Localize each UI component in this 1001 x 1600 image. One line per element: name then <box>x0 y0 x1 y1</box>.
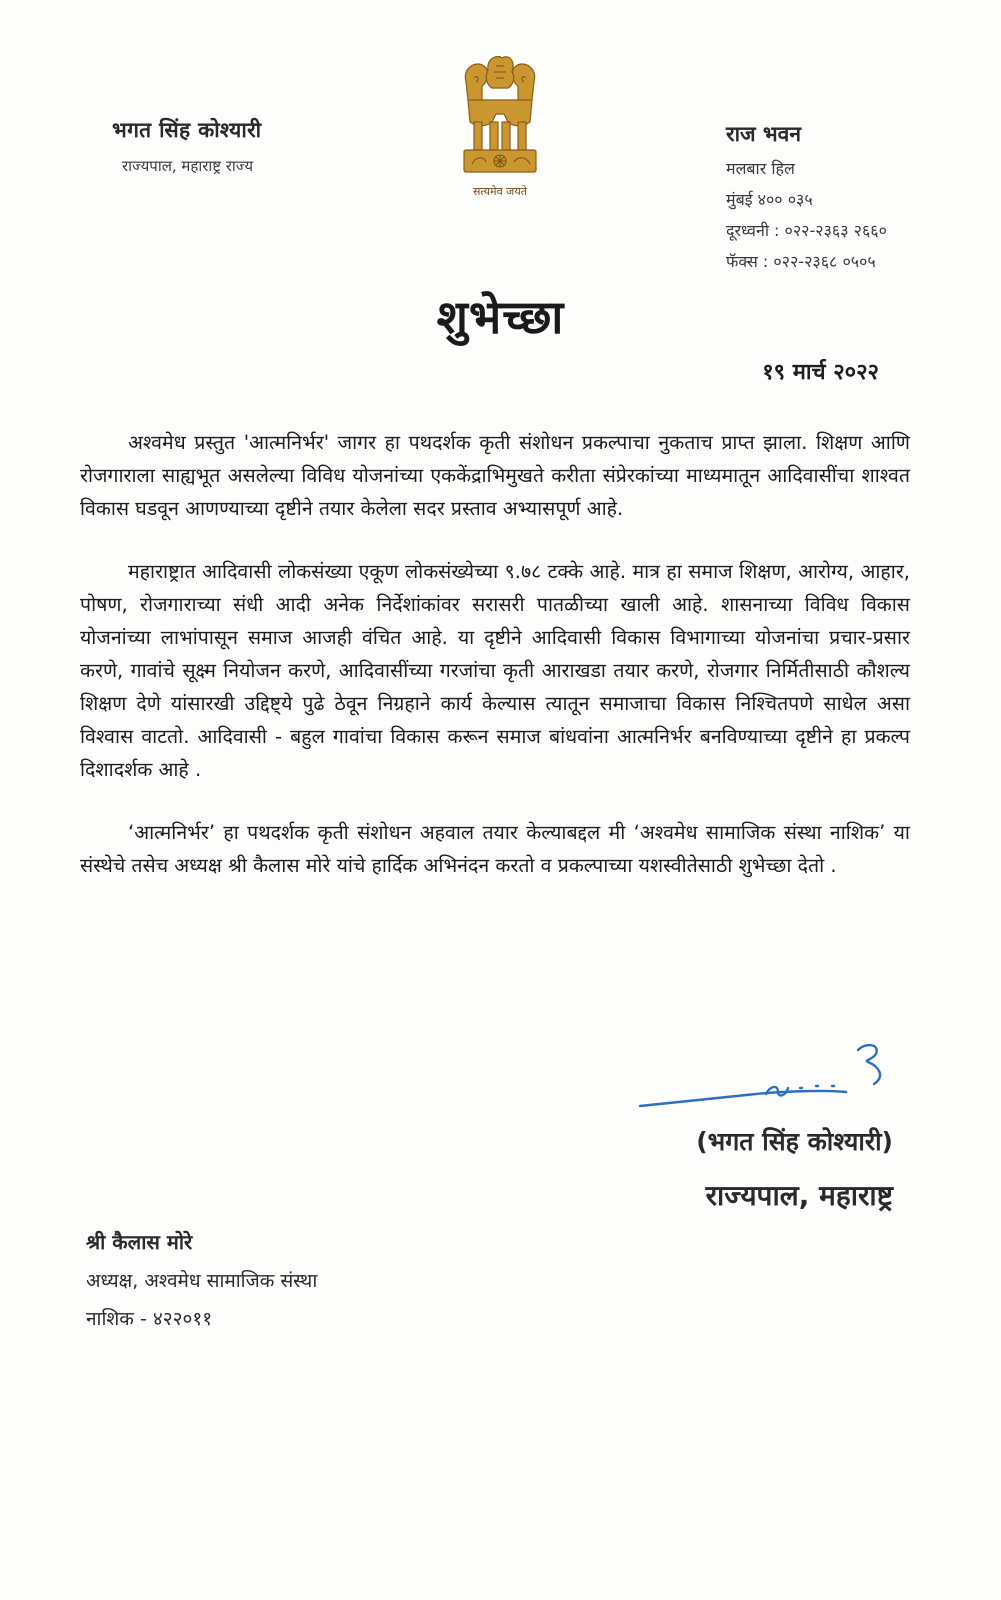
signatory-block <box>696 1124 893 1214</box>
lion-capital-icon <box>452 52 548 182</box>
body-paragraph-3: ‘आत्मनिर्भर’ हा पथदर्शक कृती संशोधन अहवाल तयार केल्याबद्दल मी ‘अश्वमेध सामाजिक संस्था नाशिक’ या संस्थेचे तसेच अध्यक्ष श्री कैलास मोरे यांचे हार्दिक अभिनंदन करतो व प्रकल्पाच्या यशस्वीतेसाठी शुभेच्छा देतो . <box>80 821 910 877</box>
address-line-2: मुंबई ४०० ०३५ <box>726 190 813 209</box>
national-emblem-icon <box>452 52 548 202</box>
recipient-line-2: नाशिक - ४२२०११ <box>86 1308 213 1330</box>
letter-date: १९ मार्च २०२२ <box>762 360 879 385</box>
body-paragraph-2: महाराष्ट्रात आदिवासी लोकसंख्या एकूण लोकसंख्येच्या ९.७८ टक्के आहे. मात्र हा समाज शिक्षण, आरोग्य, आहार, पोषण, रोजगाराच्या संधी आदी अनेक निर्देशांकांवर सरासरी पातळीच्या खाली आहे. शासनाच्या विविध विकास योजनांच्या लाभांपासून समाज आजही वंचित आहे. या दृष्टीने आदिवासी विकास विभागाच्या योजनांचा प्रचार-प्रसार करणे, गावांचे सूक्ष्म नियोजन करणे, आदिवासींच्या गरजांचा कृती आराखडा तयार करणे, रोजगार निर्मितीसाठी कौशल्य शिक्षण देणे यांसारखी उद्दिष्ट्ये पुढे ठेवून निग्रहाने कार्य केल्यास त्यातून समाजाचा विकास निश्चितपणे साधेल असा विश्वास वाटतो. आदिवासी - बहुल गावांचा विकास करून समाज बांधवांना आत्मनिर्भर बनविण्याच्या दृष्टीने हा प्रकल्प दिशादर्शक आहे . <box>80 560 910 781</box>
sender-title: राज्यपाल, महाराष्ट्र राज्य <box>122 157 254 175</box>
recipient-name: श्री कैलास मोरे <box>86 1230 193 1254</box>
emblem-motto: सत्यमेव जयते <box>472 185 527 198</box>
letter-body <box>80 426 910 912</box>
signatory-title: राज्यपाल, महाराष्ट्र <box>705 1179 893 1212</box>
body-paragraph-1: अश्वमेध प्रस्तुत 'आत्मनिर्भर' जागर हा पथदर्शक कृती संशोधन प्रकल्पाचा नुकताच प्राप्त झाला. शिक्षण आणि रोजगाराला साह्यभूत असलेल्या विविध योजनांच्या एककेंद्राभिमुखते करीता संप्रेरकांच्या माध्यमातून आदिवासींचा शाश्वत विकास घडवून आणण्याच्या दृष्टीने तयार केलेला सदर प्रस्ताव अभ्यासपूर्ण आहे. <box>80 431 910 520</box>
address-phone: दूरध्वनी : ०२२-२३६३ २६६० <box>726 221 887 240</box>
signature-icon <box>636 1036 906 1116</box>
address-fax: फॅक्स : ०२२-२३६८ ०५०५ <box>726 252 876 271</box>
letter-title: शुभेच्छा <box>436 290 565 344</box>
recipient-block <box>86 1228 317 1331</box>
handwritten-signature <box>636 1036 906 1116</box>
address-heading: राज भवन <box>726 122 802 146</box>
sender-block <box>112 116 261 176</box>
sender-name: भगत सिंह कोश्यारी <box>112 118 262 142</box>
address-block <box>726 120 887 272</box>
recipient-line-1: अध्यक्ष, अश्वमेध सामाजिक संस्था <box>86 1270 318 1292</box>
signatory-name: (भगत सिंह कोश्यारी) <box>696 1127 893 1156</box>
address-line-1: मलबार हिल <box>726 159 795 178</box>
